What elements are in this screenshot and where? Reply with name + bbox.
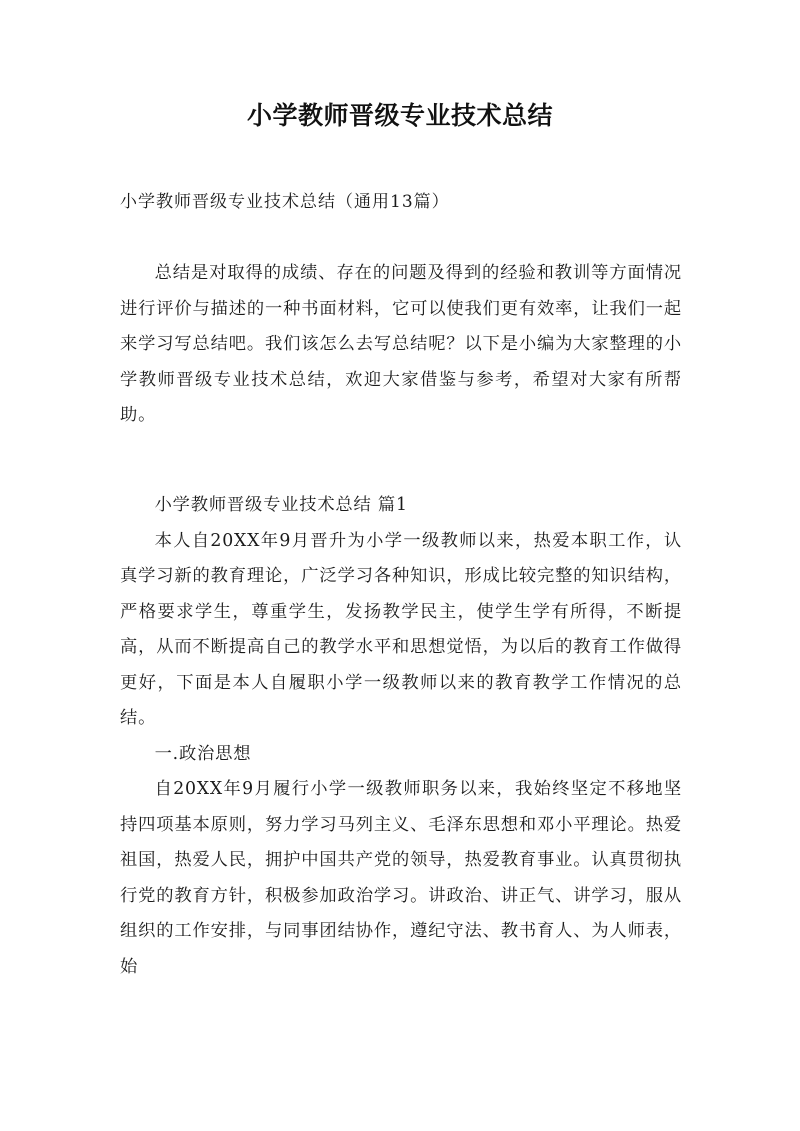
intro-paragraph: 总结是对取得的成绩、存在的问题及得到的经验和教训等方面情况进行评价与描述的一种书面材料，它可以使我们更有效率，让我们一起来学习写总结吧。我们该怎么去写总结呢？以下是小编为大家整理的小学教师晋级专业技术总结，欢迎大家借鉴与参考，希望对大家有所帮助。 xyxy=(120,263,682,425)
section-heading: 小学教师晋级专业技术总结 篇1 xyxy=(154,495,408,515)
document-subtitle: 小学教师晋级专业技术总结（通用13篇） xyxy=(120,192,450,212)
document-title: 小学教师晋级专业技术总结 xyxy=(246,101,553,130)
body-paragraph: 自20XX年9月履行小学一级教师职务以来，我始终坚定不移地坚持四项基本原则，努力学习马列主义、毛泽东思想和邓小平理论。热爱祖国，热爱人民，拥护中国共产党的领导，热爱教育事业。认真贯彻执行党的教育方针，积极参加政治学习。讲政治、讲正气、讲学习，服从组织的工作安排，与同事团结协作，遵纪守法、教书育人、为人师表，始 xyxy=(120,779,682,977)
intro-block xyxy=(120,256,682,434)
subheading-politics: 一.政治思想 xyxy=(154,743,252,764)
section-1 xyxy=(120,488,682,985)
body-paragraph: 本人自20XX年9月晋升为小学一级教师以来，热爱本职工作，认真学习新的教育理论，广泛学习各种知识，形成比较完整的知识结构，严格要求学生，尊重学生，发扬教学民主，使学生学有所得，不断提高，从而不断提高自己的教学水平和思想觉悟，为以后的教育工作做得更好，下面是本人自履职小学一级教师以来的教育教学工作情况的总结。 xyxy=(120,530,682,728)
